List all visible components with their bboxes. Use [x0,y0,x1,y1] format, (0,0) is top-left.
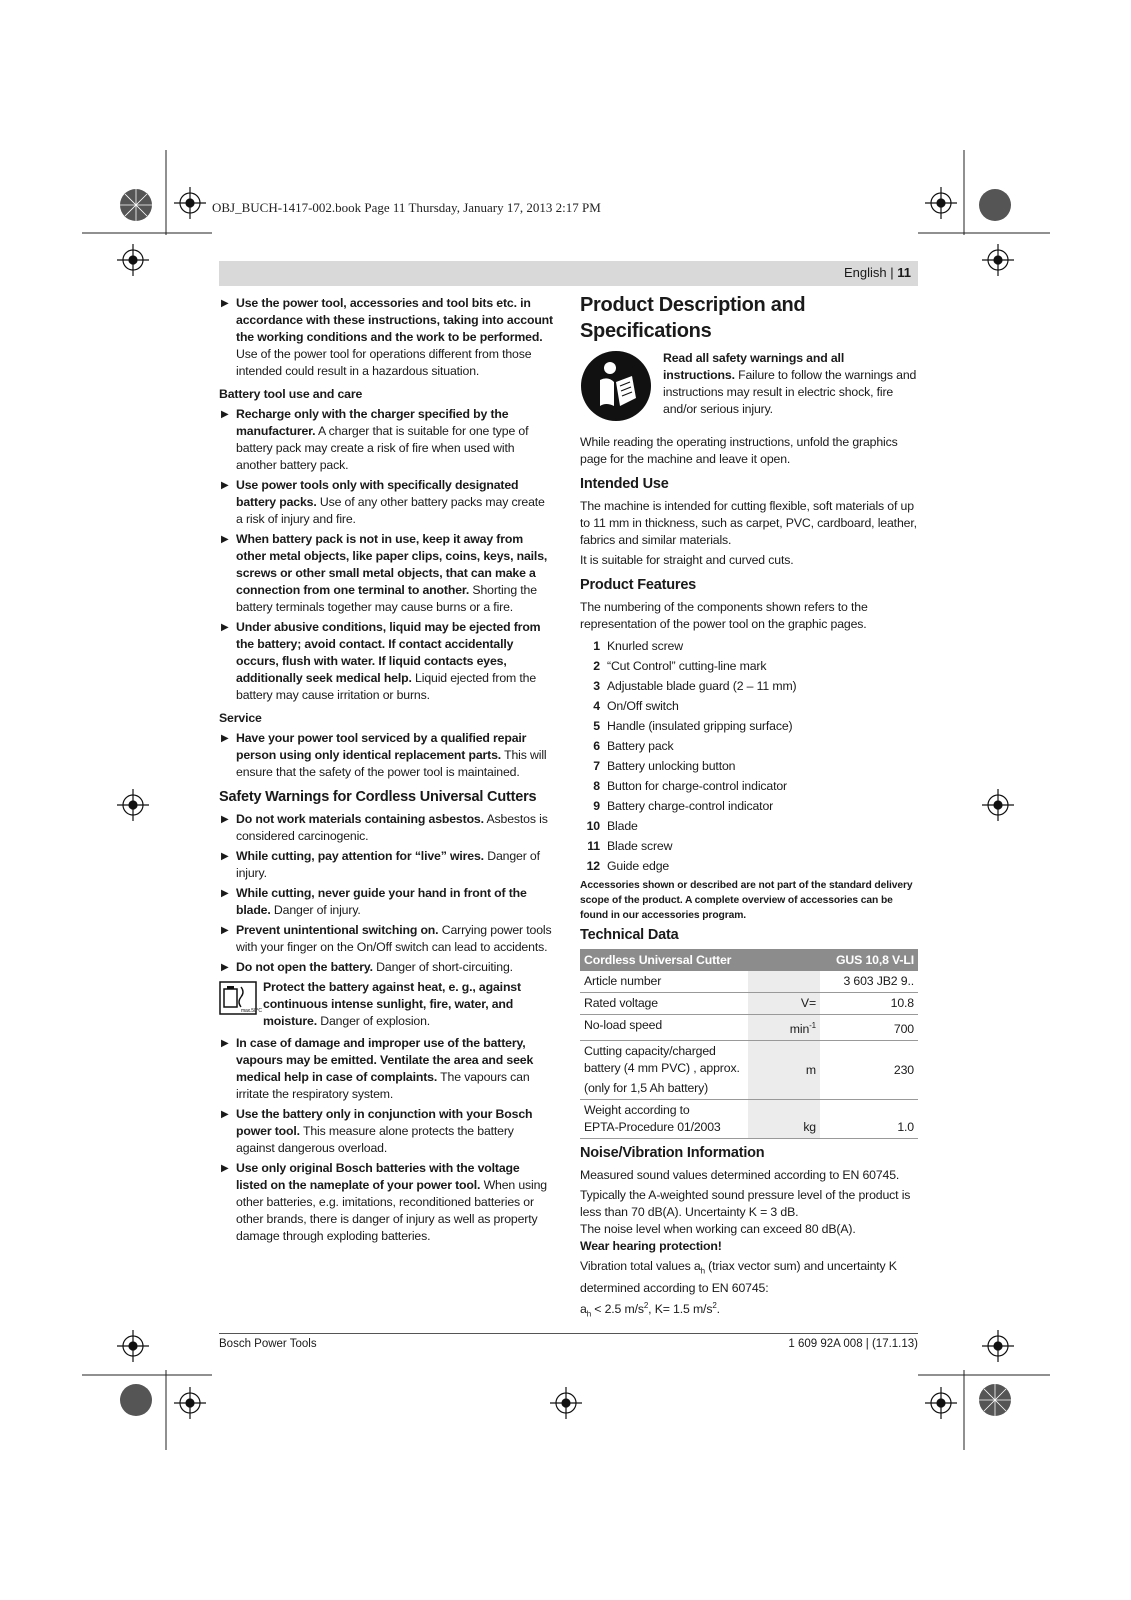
table-header-row [580,949,918,971]
feature-label: Knurled screw [607,638,683,653]
page-title: Product Description and Specifications [580,294,806,342]
feature-item [580,796,918,816]
warning-item: ▶ Have your power tool serviced by a qualified repair person using only identical replacement parts. This will ensure that the safety of the power tool is maintained. [221,731,547,779]
feature-number: 5 [593,718,600,733]
feature-item [580,656,918,676]
footer-rule [219,1333,918,1334]
feature-label: Guide edge [607,858,670,873]
page-header [844,265,911,280]
bullet-arrow-icon: ▶ [221,814,229,825]
bullet-arrow-icon: ▶ [221,925,229,936]
noise-text-1: Measured sound values determined according to EN 60745. [580,1168,900,1183]
feature-item [580,716,918,736]
noise-text-2: Typically the A-weighted sound pressure level of the product is less than 70 dB(A). Uncertainty K = 3 dB. [580,1188,911,1220]
warning-item: ▶ Do not open the battery. Danger of short-circuiting. [221,960,513,974]
warning-item: ▶ Use the power tool, accessories and tool bits etc. in accordance with these instructions, taking into account the working conditions and the work to be performed. Use of the power tool for operations different from those intended could result in a hazardous situation. [221,296,553,378]
table-row: Weight according to EPTA-Procedure 01/2003 kg 1.0 [580,1100,918,1139]
feature-number: 3 [593,678,600,693]
bullet-arrow-icon: ▶ [221,480,229,491]
warning-item: ▶ Prevent unintentional switching on. Carrying power tools with your finger on the On/Off switch can lead to accidents. [221,923,552,954]
page-number: 11 [897,265,911,280]
feature-number: 12 [586,858,600,873]
feature-label: “Cut Control” cutting-line mark [607,658,767,673]
warning-item: ▶ When battery pack is not in use, keep it away from other metal objects, like paper clips, coins, keys, nails, screws or other small metal objects, that can make a connection from one terminal to another. Shorting the battery terminals together may cause burns or a fire. [221,532,548,614]
feature-number: 8 [593,778,600,793]
bullet-arrow-icon: ▶ [221,962,229,973]
accessories-note: Accessories shown or described are not part of the standard delivery scope of the product. A complete overview of accessories can be found in our accessories program. [580,880,913,921]
warning-item: ▶ Under abusive conditions, liquid may be ejected from the battery; avoid contact. If contact accidentally occurs, flush with water. If liquid contacts eyes, additionally seek medical help. Liquid ejected from the battery may cause irritation or burns. [221,620,541,702]
warning-item: ▶ Use power tools only with specifically designated battery packs. Use of any other battery packs may create a risk of injury and fire. [221,478,545,526]
warning-item: ▶ Use the battery only in conjunction with your Bosch power tool. This measure alone protects the battery against dangerous overload. [221,1107,533,1155]
bullet-arrow-icon: ▶ [221,534,229,545]
header-band [219,261,918,286]
feature-item [580,856,918,876]
noise-text-3: The noise level when working can exceed 80 dB(A). [580,1222,856,1237]
header-language: English | [844,265,898,280]
feature-number: 2 [593,658,600,673]
feature-label: Handle (insulated gripping surface) [607,718,793,733]
battery-heat-warning: max.50°C Protect the battery against heat, e. g., against continuous intense sunlight, fire, water, and moisture. Danger of explosion. [219,979,554,1030]
warning-item: ▶ Use only original Bosch batteries with the voltage listed on the nameplate of your power tool. When using other batteries, e.g. imitations, reconditioned batteries or other brands, there is danger of injury as well as property damage through exploding batteries. [221,1161,548,1243]
battery-heat-icon [219,981,262,1015]
bullet-arrow-icon: ▶ [221,733,229,744]
section-heading-intended: Intended Use [580,476,669,492]
bullet-arrow-icon: ▶ [221,622,229,633]
feature-label: Battery unlocking button [607,758,736,773]
feature-number: 1 [593,638,600,653]
feature-label: On/Off switch [607,698,679,713]
features-intro: The numbering of the components shown refers to the representation of the power tool on the graphic pages. [580,600,868,631]
feature-label: Battery charge-control indicator [607,798,774,813]
vibration-values: $a_h < 2.5$ $m/s^2$, K= 1.5 $m/s^2$. [580,1300,720,1319]
warning-item: ▶ Recharge only with the charger specified by the manufacturer. A charger that is suitable for one type of battery pack may create a risk of fire when used with another battery pack. [221,407,529,472]
feature-item [580,836,918,856]
table-row: Cutting capacity/charged battery (4 mm PVC) , approx. (only for 1,5 Ah battery) m 230 [580,1041,918,1100]
feature-label: Button for charge-control indicator [607,778,787,793]
section-heading-noise: Noise/Vibration Information [580,1145,765,1162]
features-list [580,636,918,876]
table-row: Rated voltage V= 10.8 [580,993,918,1015]
feature-item [580,776,918,796]
feature-number: 4 [593,698,600,713]
bullet-arrow-icon: ▶ [221,409,229,420]
unfold-note: While reading the operating instructions, unfold the graphics page for the machine and leave it open. [580,435,898,466]
technical-data-table [580,949,918,1139]
bullet-arrow-icon: ▶ [221,298,229,309]
warning-item: ▶ While cutting, never guide your hand in front of the blade. Danger of injury. [221,886,527,917]
hearing-protection: Wear hearing protection! [580,1239,722,1254]
vibration-text: Vibration total values $a_h$ (triax vector sum) and uncertainty K determined according to EN 60745: [580,1259,897,1295]
bullet-arrow-icon: ▶ [221,888,229,899]
feature-item [580,756,918,776]
read-instructions-note: Read all safety warnings and all instructions. Failure to follow the warnings and instructions may result in electric shock, fire and/or serious injury. [580,350,918,428]
feature-label: Blade [607,818,638,833]
book-page-info: OBJ_BUCH-1417-002.book Page 11 Thursday, January 17, 2013 2:17 PM [212,200,601,215]
feature-item [580,736,918,756]
feature-label: Battery pack [607,738,674,753]
table-header-label: Cordless Universal Cutter [580,949,820,971]
feature-label: Blade screw [607,838,673,853]
footer-brand: Bosch Power Tools [219,1338,317,1350]
bullet-arrow-icon: ▶ [221,1038,229,1049]
subheading-battery: Battery tool use and care [219,387,363,401]
section-heading-safety: Safety Warnings for Cordless Universal Cutters [219,789,537,805]
feature-number: 10 [586,818,600,833]
feature-number: 7 [593,758,600,773]
table-row: No-load speed $\min^{-1}$ 700 [580,1015,918,1041]
footer-doc-number: 1 609 92A 008 | (17.1.13) [788,1338,918,1350]
warning-item: ▶ While cutting, pay attention for “live” wires. Danger of injury. [221,849,540,880]
feature-item [580,816,918,836]
intended-text-2: It is suitable for straight and curved cuts. [580,553,794,567]
svg-text:max.50°C: max.50°C [241,1008,262,1014]
table-header-model: GUS 10,8 V-LI [820,949,918,971]
feature-number: 9 [593,798,600,813]
warning-item: ▶ In case of damage and improper use of the battery, vapours may be emitted. Ventilate the area and seek medical help in case of complaints. The vapours can irritate the respiratory system. [221,1036,534,1101]
subheading-service: Service [219,711,262,725]
feature-item [580,676,918,696]
bullet-arrow-icon: ▶ [221,1163,229,1174]
feature-number: 11 [587,838,600,853]
feature-number: 6 [593,738,600,753]
right-column [580,292,918,1325]
left-column [219,295,554,1248]
feature-item [580,696,918,716]
intended-text-1: The machine is intended for cutting flexible, soft materials of up to 11 mm in thickness, such as carpet, PVC, cardboard, leather, fabrics and similar materials. [580,499,917,547]
bullet-arrow-icon: ▶ [221,1109,229,1120]
table-row: Article number 3 603 JB2 9.. [580,971,918,993]
section-heading-tech: Technical Data [580,927,679,943]
warning-item: ▶ Do not work materials containing asbestos. Asbestos is considered carcinogenic. [221,812,548,843]
feature-label: Adjustable blade guard (2 – 11 mm) [607,678,797,693]
feature-item [580,636,918,656]
read-manual-icon [580,350,652,422]
bullet-arrow-icon: ▶ [221,851,229,862]
section-heading-features: Product Features [580,577,697,593]
